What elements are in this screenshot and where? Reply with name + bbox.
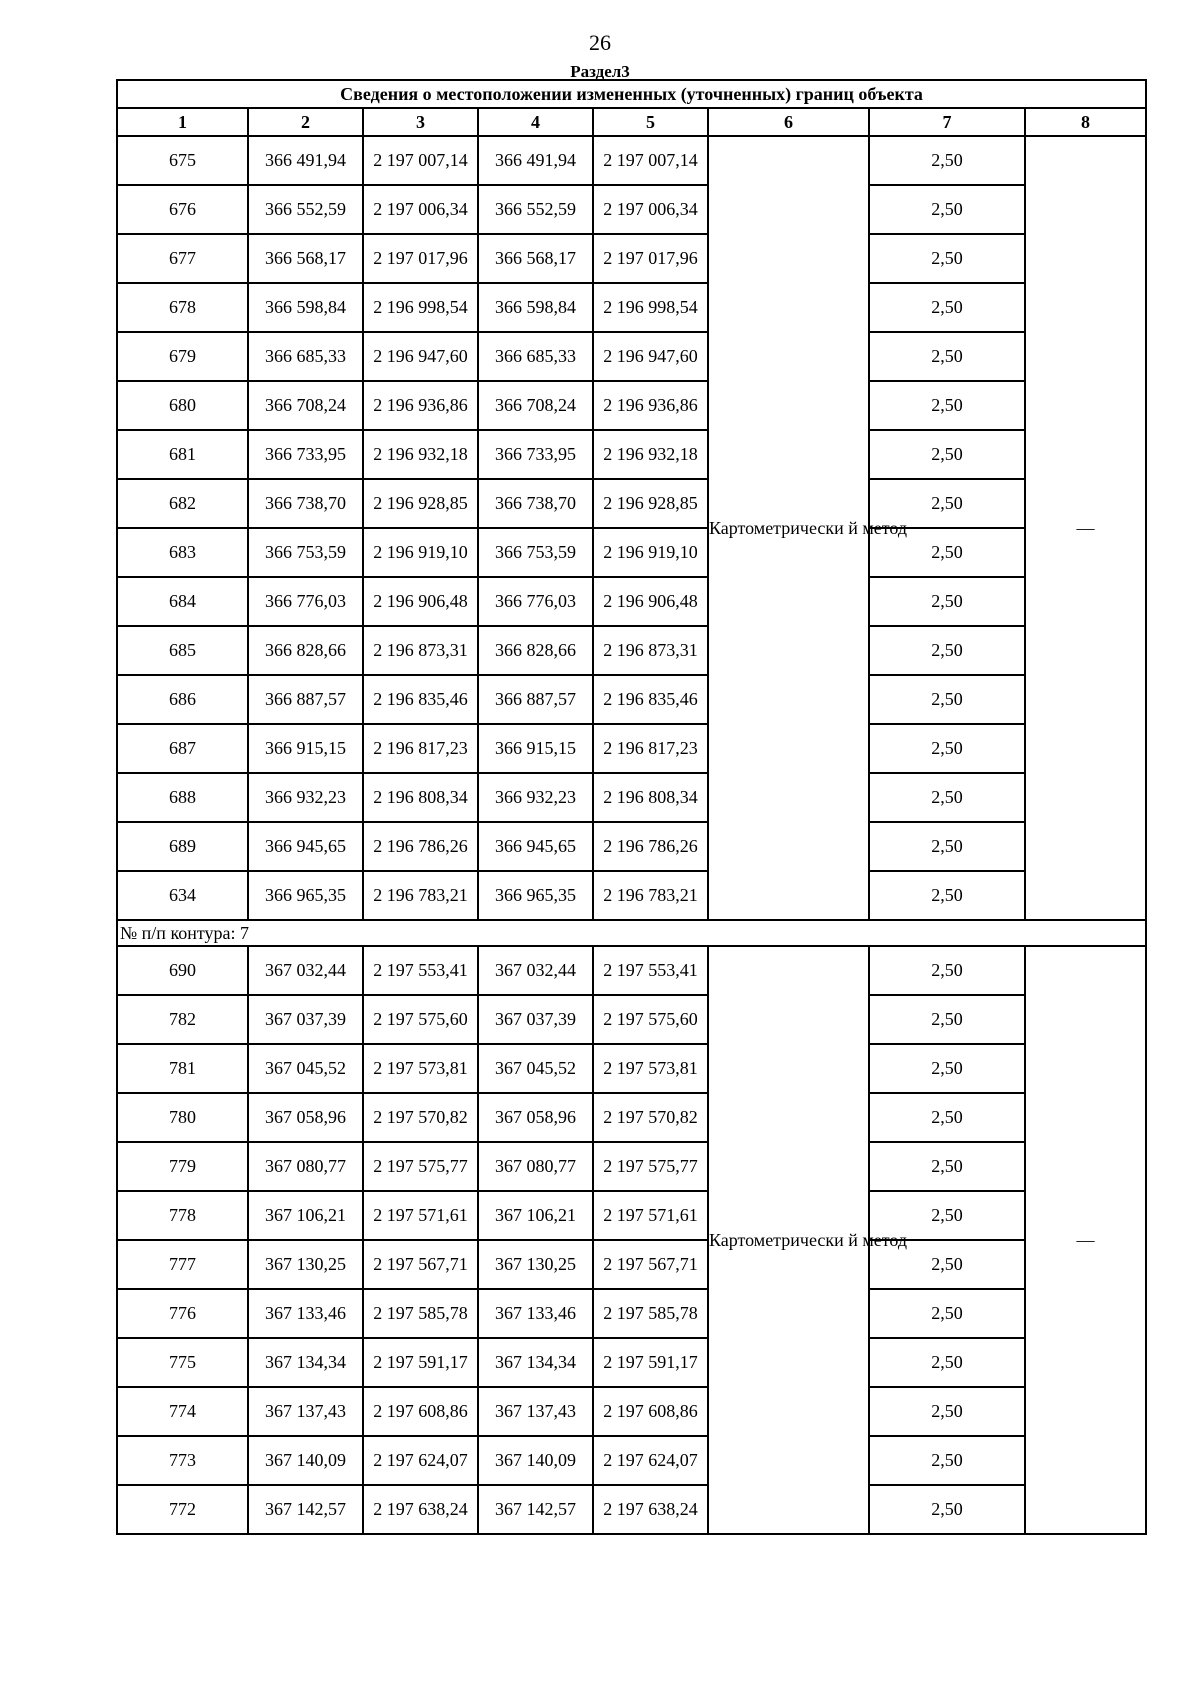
- table-row: [117, 675, 1146, 724]
- cell-col-7: 2,50: [869, 1338, 1025, 1387]
- cell-col-1: 775: [117, 1338, 248, 1387]
- cell-col-1: 773: [117, 1436, 248, 1485]
- column-number-3: 3: [363, 108, 478, 136]
- cell-col-5: 2 197 006,34: [593, 185, 708, 234]
- cell-col-2: 366 945,65: [248, 822, 363, 871]
- cell-col-3: 2 197 624,07: [363, 1436, 478, 1485]
- cell-col-5: 2 197 567,71: [593, 1240, 708, 1289]
- cell-col-1: 779: [117, 1142, 248, 1191]
- table-row: [117, 332, 1146, 381]
- cell-col-7: 2,50: [869, 1044, 1025, 1093]
- cell-col-3: 2 196 936,86: [363, 381, 478, 430]
- cell-col-3: 2 197 585,78: [363, 1289, 478, 1338]
- cell-col-7: 2,50: [869, 1387, 1025, 1436]
- cell-col-1: 689: [117, 822, 248, 871]
- cell-col-2: 367 032,44: [248, 946, 363, 995]
- cell-col-7: 2,50: [869, 1436, 1025, 1485]
- cell-col-7: 2,50: [869, 773, 1025, 822]
- cell-col-1: 680: [117, 381, 248, 430]
- cell-col-2: 366 776,03: [248, 577, 363, 626]
- table-row: [117, 626, 1146, 675]
- column-number-8: 8: [1025, 108, 1146, 136]
- cell-col-3: 2 197 553,41: [363, 946, 478, 995]
- cell-col-3: 2 196 932,18: [363, 430, 478, 479]
- table-row: [117, 381, 1146, 430]
- cell-col-5: 2 197 007,14: [593, 136, 708, 185]
- cell-col-5: 2 196 835,46: [593, 675, 708, 724]
- cell-col-4: 366 491,94: [478, 136, 593, 185]
- cell-col-1: 778: [117, 1191, 248, 1240]
- cell-col-2: 366 738,70: [248, 479, 363, 528]
- table-row: [117, 430, 1146, 479]
- cell-col-3: 2 196 835,46: [363, 675, 478, 724]
- cell-col-2: 366 965,35: [248, 871, 363, 920]
- cell-col-4: 367 137,43: [478, 1387, 593, 1436]
- cell-col-7: 2,50: [869, 1191, 1025, 1240]
- cell-col-4: 366 685,33: [478, 332, 593, 381]
- table-row: [117, 1240, 1146, 1289]
- table-row: [117, 479, 1146, 528]
- cell-col-3: 2 197 591,17: [363, 1338, 478, 1387]
- cell-col-3: 2 196 947,60: [363, 332, 478, 381]
- table-row: [117, 822, 1146, 871]
- cell-col-3: 2 197 575,60: [363, 995, 478, 1044]
- table-row: [117, 234, 1146, 283]
- cell-col-5: 2 197 624,07: [593, 1436, 708, 1485]
- table-caption: Сведения о местоположении измененных (уточненных) границ объекта: [117, 80, 1146, 108]
- column-number-7: 7: [869, 108, 1025, 136]
- cell-col-7: 2,50: [869, 234, 1025, 283]
- page-number: 26: [589, 30, 611, 55]
- cell-col-3: 2 197 017,96: [363, 234, 478, 283]
- cell-col-5: 2 196 786,26: [593, 822, 708, 871]
- table-row: [117, 1485, 1146, 1534]
- cell-col-1: 684: [117, 577, 248, 626]
- cell-col-4: 367 140,09: [478, 1436, 593, 1485]
- cell-col-5: 2 196 932,18: [593, 430, 708, 479]
- cell-col-4: 366 568,17: [478, 234, 593, 283]
- cell-col-4: 366 887,57: [478, 675, 593, 724]
- cell-col-1: 676: [117, 185, 248, 234]
- cell-col-2: 367 142,57: [248, 1485, 363, 1534]
- cell-col-2: 366 552,59: [248, 185, 363, 234]
- cell-col-7: 2,50: [869, 283, 1025, 332]
- cell-col-4: 367 130,25: [478, 1240, 593, 1289]
- cell-col-2: 366 828,66: [248, 626, 363, 675]
- cell-col-3: 2 196 998,54: [363, 283, 478, 332]
- cell-col-4: 366 598,84: [478, 283, 593, 332]
- cell-col-5: 2 196 783,21: [593, 871, 708, 920]
- cell-col-3: 2 196 817,23: [363, 724, 478, 773]
- cell-col-2: 367 037,39: [248, 995, 363, 1044]
- cell-col-2: 367 137,43: [248, 1387, 363, 1436]
- cell-col-5: 2 196 873,31: [593, 626, 708, 675]
- cell-col-1: 690: [117, 946, 248, 995]
- cell-col-3: 2 196 919,10: [363, 528, 478, 577]
- cell-col-5: 2 197 553,41: [593, 946, 708, 995]
- cell-col-4: 366 945,65: [478, 822, 593, 871]
- cell-col-5: 2 197 585,78: [593, 1289, 708, 1338]
- table-row: [117, 283, 1146, 332]
- cell-col-2: 366 685,33: [248, 332, 363, 381]
- cell-col-5: 2 196 808,34: [593, 773, 708, 822]
- table-row: [117, 1338, 1146, 1387]
- cell-col-2: 366 491,94: [248, 136, 363, 185]
- cell-col-7: 2,50: [869, 430, 1025, 479]
- cell-col-4: 367 037,39: [478, 995, 593, 1044]
- table-body: [117, 136, 1146, 1534]
- cell-col-3: 2 196 808,34: [363, 773, 478, 822]
- cell-col-7: 2,50: [869, 626, 1025, 675]
- table-row: [117, 185, 1146, 234]
- cell-col-1: 686: [117, 675, 248, 724]
- method-cell: Картометрически й метод: [708, 136, 869, 920]
- cell-col-4: 366 915,15: [478, 724, 593, 773]
- cell-col-3: 2 197 575,77: [363, 1142, 478, 1191]
- cell-col-3: 2 196 783,21: [363, 871, 478, 920]
- cell-col-2: 366 753,59: [248, 528, 363, 577]
- cell-col-4: 366 708,24: [478, 381, 593, 430]
- cell-col-5: 2 197 573,81: [593, 1044, 708, 1093]
- cell-col-7: 2,50: [869, 136, 1025, 185]
- cell-col-4: 366 733,95: [478, 430, 593, 479]
- cell-col-4: 367 133,46: [478, 1289, 593, 1338]
- cell-col-4: 367 142,57: [478, 1485, 593, 1534]
- cell-col-4: 367 058,96: [478, 1093, 593, 1142]
- cell-col-4: 366 932,23: [478, 773, 593, 822]
- cell-col-2: 366 708,24: [248, 381, 363, 430]
- cell-col-1: 782: [117, 995, 248, 1044]
- table-row: [117, 1044, 1146, 1093]
- cell-col-7: 2,50: [869, 1289, 1025, 1338]
- table-row: [117, 1436, 1146, 1485]
- cell-col-7: 2,50: [869, 1093, 1025, 1142]
- cell-col-3: 2 197 608,86: [363, 1387, 478, 1436]
- cell-col-1: 688: [117, 773, 248, 822]
- cell-col-7: 2,50: [869, 871, 1025, 920]
- cell-col-4: 367 134,34: [478, 1338, 593, 1387]
- cell-col-2: 366 733,95: [248, 430, 363, 479]
- cell-col-1: 675: [117, 136, 248, 185]
- contour-label: № п/п контура: 7: [117, 920, 1146, 946]
- cell-col-2: 366 887,57: [248, 675, 363, 724]
- cell-col-4: 366 738,70: [478, 479, 593, 528]
- cell-col-5: 2 196 947,60: [593, 332, 708, 381]
- cell-col-1: 780: [117, 1093, 248, 1142]
- cell-col-5: 2 197 638,24: [593, 1485, 708, 1534]
- cell-col-7: 2,50: [869, 528, 1025, 577]
- cell-col-5: 2 196 817,23: [593, 724, 708, 773]
- cell-col-7: 2,50: [869, 381, 1025, 430]
- cell-col-7: 2,50: [869, 479, 1025, 528]
- cell-col-5: 2 196 936,86: [593, 381, 708, 430]
- cell-col-7: 2,50: [869, 1142, 1025, 1191]
- cell-col-3: 2 197 638,24: [363, 1485, 478, 1534]
- cell-col-4: 366 753,59: [478, 528, 593, 577]
- column-number-4: 4: [478, 108, 593, 136]
- cell-col-4: 366 965,35: [478, 871, 593, 920]
- cell-col-4: 367 045,52: [478, 1044, 593, 1093]
- cell-col-1: 677: [117, 234, 248, 283]
- note-cell: —: [1025, 136, 1146, 920]
- table-row: [117, 1093, 1146, 1142]
- cell-col-7: 2,50: [869, 822, 1025, 871]
- cell-col-1: 681: [117, 430, 248, 479]
- cell-col-3: 2 197 571,61: [363, 1191, 478, 1240]
- section-title: Раздел3: [570, 62, 630, 81]
- cell-col-7: 2,50: [869, 332, 1025, 381]
- cell-col-1: 679: [117, 332, 248, 381]
- cell-col-5: 2 197 575,77: [593, 1142, 708, 1191]
- cell-col-5: 2 197 570,82: [593, 1093, 708, 1142]
- cell-col-5: 2 196 906,48: [593, 577, 708, 626]
- cell-col-5: 2 196 928,85: [593, 479, 708, 528]
- cell-col-2: 367 106,21: [248, 1191, 363, 1240]
- table-row: [117, 1142, 1146, 1191]
- table-row: [117, 1191, 1146, 1240]
- table-row: [117, 136, 1146, 185]
- cell-col-1: 683: [117, 528, 248, 577]
- cell-col-4: 366 552,59: [478, 185, 593, 234]
- cell-col-1: 772: [117, 1485, 248, 1534]
- cell-col-4: 367 106,21: [478, 1191, 593, 1240]
- cell-col-3: 2 196 873,31: [363, 626, 478, 675]
- cell-col-5: 2 197 608,86: [593, 1387, 708, 1436]
- table-row: [117, 946, 1146, 995]
- cell-col-5: 2 196 919,10: [593, 528, 708, 577]
- table-row: [117, 1289, 1146, 1338]
- boundary-table: [116, 79, 1147, 1535]
- cell-col-2: 366 568,17: [248, 234, 363, 283]
- cell-col-5: 2 197 017,96: [593, 234, 708, 283]
- cell-col-3: 2 196 906,48: [363, 577, 478, 626]
- cell-col-2: 367 080,77: [248, 1142, 363, 1191]
- cell-col-2: 367 058,96: [248, 1093, 363, 1142]
- cell-col-5: 2 196 998,54: [593, 283, 708, 332]
- cell-col-1: 776: [117, 1289, 248, 1338]
- table-row: [117, 871, 1146, 920]
- note-cell: —: [1025, 946, 1146, 1534]
- method-cell: Картометрически й метод: [708, 946, 869, 1534]
- cell-col-4: 366 828,66: [478, 626, 593, 675]
- cell-col-5: 2 197 591,17: [593, 1338, 708, 1387]
- cell-col-3: 2 197 006,34: [363, 185, 478, 234]
- cell-col-7: 2,50: [869, 724, 1025, 773]
- cell-col-3: 2 197 570,82: [363, 1093, 478, 1142]
- cell-col-1: 682: [117, 479, 248, 528]
- column-number-1: 1: [117, 108, 248, 136]
- cell-col-7: 2,50: [869, 185, 1025, 234]
- cell-col-3: 2 197 573,81: [363, 1044, 478, 1093]
- table-row: [117, 577, 1146, 626]
- cell-col-3: 2 197 007,14: [363, 136, 478, 185]
- table-row: [117, 528, 1146, 577]
- table-row: [117, 995, 1146, 1044]
- cell-col-2: 366 598,84: [248, 283, 363, 332]
- cell-col-7: 2,50: [869, 995, 1025, 1044]
- table-row: [117, 1387, 1146, 1436]
- column-number-5: 5: [593, 108, 708, 136]
- cell-col-1: 685: [117, 626, 248, 675]
- cell-col-1: 774: [117, 1387, 248, 1436]
- column-number-2: 2: [248, 108, 363, 136]
- cell-col-2: 366 915,15: [248, 724, 363, 773]
- cell-col-7: 2,50: [869, 577, 1025, 626]
- cell-col-1: 777: [117, 1240, 248, 1289]
- cell-col-2: 367 045,52: [248, 1044, 363, 1093]
- cell-col-5: 2 197 575,60: [593, 995, 708, 1044]
- cell-col-3: 2 196 786,26: [363, 822, 478, 871]
- cell-col-4: 367 032,44: [478, 946, 593, 995]
- cell-col-2: 367 134,34: [248, 1338, 363, 1387]
- table-row: [117, 724, 1146, 773]
- cell-col-4: 366 776,03: [478, 577, 593, 626]
- cell-col-1: 781: [117, 1044, 248, 1093]
- cell-col-1: 687: [117, 724, 248, 773]
- cell-col-2: 367 130,25: [248, 1240, 363, 1289]
- cell-col-1: 678: [117, 283, 248, 332]
- cell-col-3: 2 197 567,71: [363, 1240, 478, 1289]
- column-number-6: 6: [708, 108, 869, 136]
- cell-col-7: 2,50: [869, 946, 1025, 995]
- cell-col-2: 367 133,46: [248, 1289, 363, 1338]
- contour-row: [117, 920, 1146, 946]
- cell-col-2: 367 140,09: [248, 1436, 363, 1485]
- cell-col-2: 366 932,23: [248, 773, 363, 822]
- cell-col-7: 2,50: [869, 675, 1025, 724]
- cell-col-1: 634: [117, 871, 248, 920]
- cell-col-5: 2 197 571,61: [593, 1191, 708, 1240]
- cell-col-7: 2,50: [869, 1240, 1025, 1289]
- cell-col-3: 2 196 928,85: [363, 479, 478, 528]
- table-row: [117, 773, 1146, 822]
- cell-col-7: 2,50: [869, 1485, 1025, 1534]
- cell-col-4: 367 080,77: [478, 1142, 593, 1191]
